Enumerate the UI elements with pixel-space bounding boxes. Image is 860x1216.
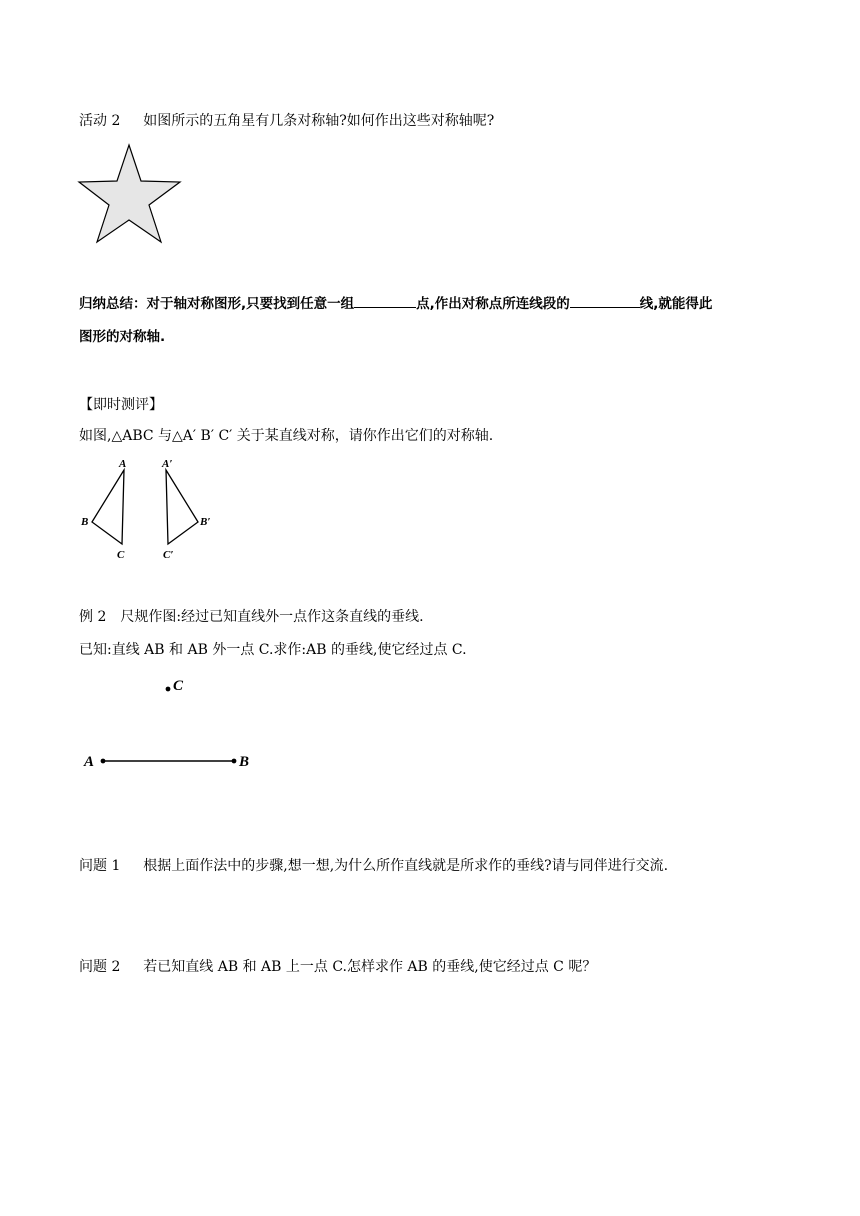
label-a: A [119, 458, 127, 470]
blank-symmetric-point [354, 293, 416, 308]
summary-part2: 点,作出对称点所连线段的 [416, 296, 570, 312]
label-point-b: B [239, 754, 250, 770]
five-point-star-figure [78, 144, 182, 244]
summary-part3: 线,就能得此 [639, 296, 713, 312]
label-point-c: C [173, 678, 184, 694]
label-b: B [81, 516, 89, 528]
problem2-label: 问题 2 [79, 959, 121, 975]
quiz-text: 如图,△ABC 与△A′ B′ C′ 关于某直线对称，请你作出它们的对称轴. [79, 428, 494, 444]
label-b-prime: B′ [200, 516, 211, 528]
activity2-label: 活动 2 [79, 113, 121, 129]
example2-given: 已知:直线 AB 和 AB 外一点 C.求作:AB 的垂线,使它经过点 C. [79, 642, 467, 658]
star-shape [79, 145, 180, 242]
label-c-prime: C′ [163, 549, 174, 561]
triangle-abc [92, 470, 124, 544]
summary-line-2: 图形的对称轴. [79, 329, 166, 345]
point-a [101, 759, 106, 764]
triangles-figure [80, 456, 220, 566]
triangle-abc-prime [166, 470, 198, 544]
problem1-text: 根据上面作法中的步骤,想一想,为什么所作直线就是所求作的垂线?请与同伴进行交流. [143, 858, 669, 874]
point-b [232, 759, 237, 764]
label-point-a: A [84, 754, 95, 770]
problem2-text: 若已知直线 AB 和 AB 上一点 C.怎样求作 AB 的垂线,使它经过点 C 呢？ [143, 959, 597, 975]
problem2-line [79, 957, 596, 977]
activity2-question: 如图所示的五角星有几条对称轴?如何作出这些对称轴呢? [143, 113, 495, 129]
summary-line-1 [79, 293, 712, 314]
summary-part1: 归纳总结：对于轴对称图形,只要找到任意一组 [79, 296, 355, 312]
label-c: C [117, 549, 125, 561]
problem1-label: 问题 1 [79, 858, 121, 874]
segment-ab-figure [80, 674, 270, 774]
problem1-line [79, 856, 668, 876]
quiz-heading: 【即时测评】 [79, 397, 163, 413]
label-a-prime: A′ [162, 458, 173, 470]
point-c [166, 687, 171, 692]
blank-perpendicular-bisector [570, 293, 640, 308]
activity2-line [79, 111, 494, 131]
example2-title: 例 2 尺规作图:经过已知直线外一点作这条直线的垂线. [79, 609, 424, 625]
